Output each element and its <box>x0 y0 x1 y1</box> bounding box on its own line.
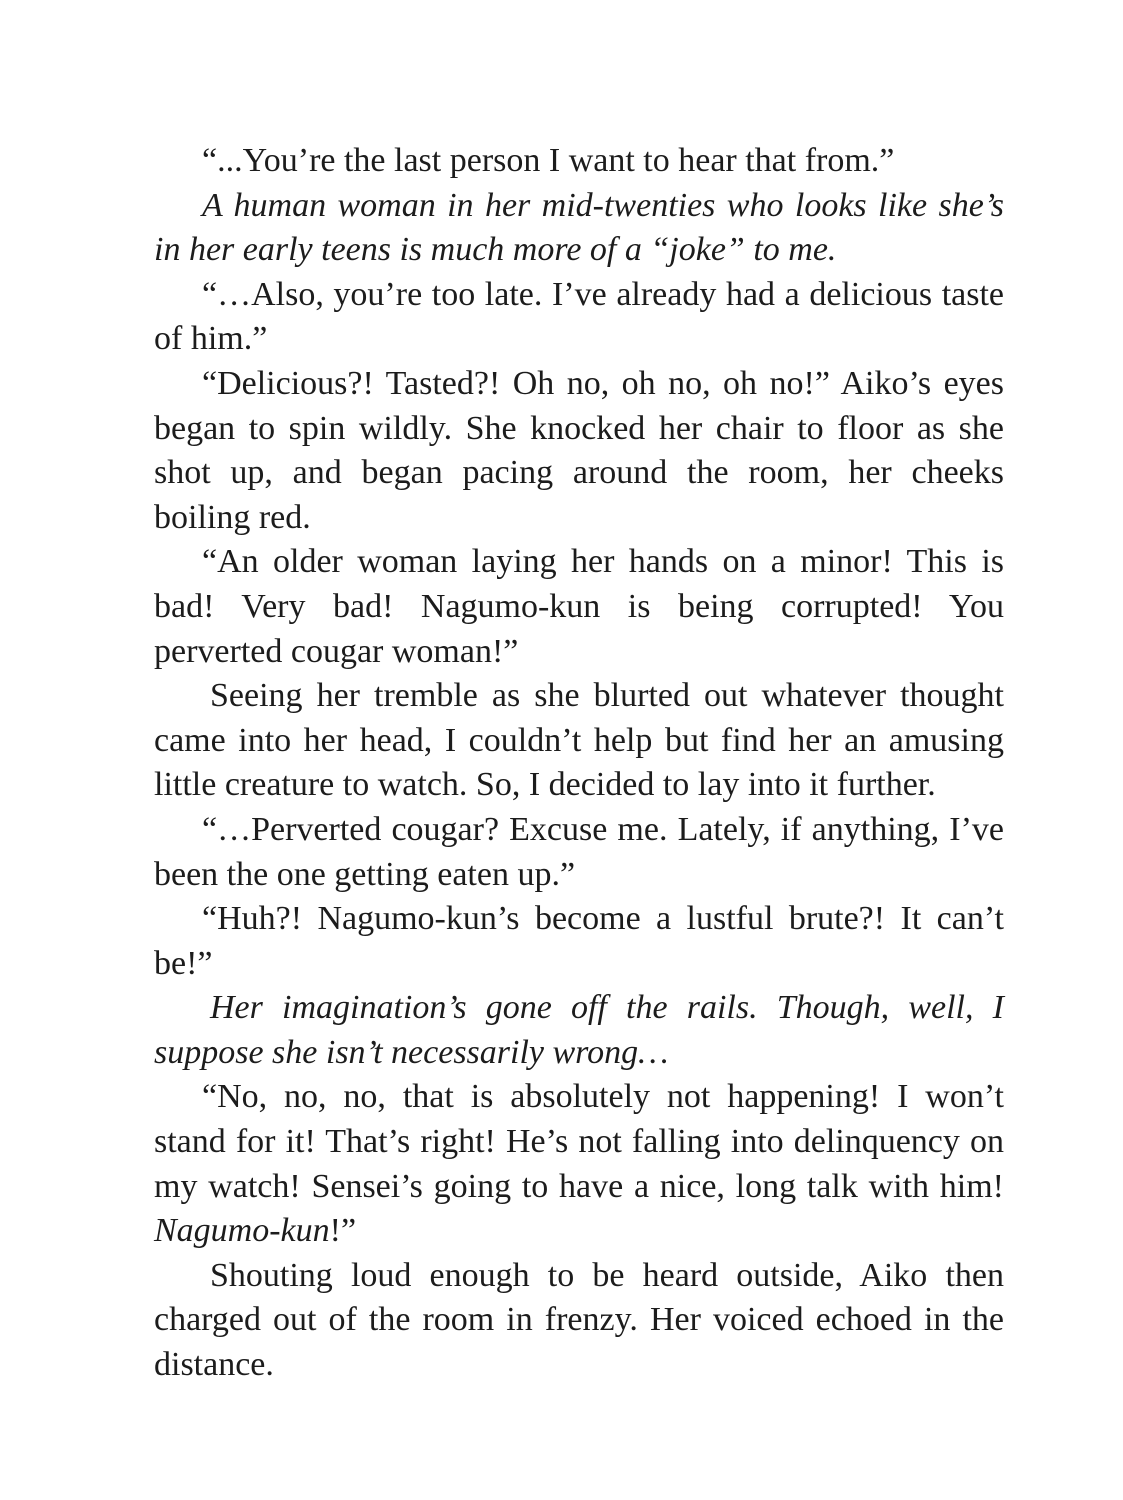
text-segment: “...You’re the last person I want to hear that from.” <box>202 142 895 179</box>
text-segment: Shouting loud enough to be heard outside, Aiko then charged out of the room in frenzy. Her voiced echoed in the distance. <box>154 1256 1004 1384</box>
text-segment: A human woman in her mid-twenties who looks like she’s in her early teens is much more of a “joke” to me. <box>154 186 1004 269</box>
paragraph <box>154 897 1004 986</box>
text-segment: “Huh?! Nagumo-kun’s become a lustful brute?! It can’t be!” <box>154 900 1004 982</box>
text-segment: “An older woman laying her hands on a minor! This is bad! Very bad! Nagumo-kun is being corrupted! You perverted cougar woman!” <box>154 543 1004 670</box>
paragraph <box>154 362 1004 540</box>
text-segment-italic: Nagumo-kun <box>154 1212 330 1250</box>
text-segment: “No, no, no, that is absolutely not happening! I won’t stand for it! That’s right! He’s not falling into delinquency on my watch! Sensei’s going to have a nice, long talk with him! <box>154 1078 1004 1205</box>
body-text <box>154 139 1004 1388</box>
paragraph <box>154 1254 1004 1388</box>
paragraph <box>154 273 1004 362</box>
text-segment: “…Also, you’re too late. I’ve already had a delicious taste of him.” <box>154 275 1004 358</box>
paragraph <box>154 674 1004 808</box>
text-segment: Seeing her tremble as she blurted out whatever thought came into her head, I couldn’t help but find her an amusing little creature to watch. So, I decided to lay into it further. <box>154 677 1004 804</box>
text-segment: !” <box>329 1212 357 1250</box>
text-segment: Her imagination’s gone off the rails. Though, well, I suppose she isn’t necessarily wrong… <box>154 989 1004 1071</box>
paragraph-italic-thought <box>154 184 1004 273</box>
paragraph-italic-thought <box>154 986 1004 1075</box>
paragraph <box>154 1075 1004 1253</box>
text-segment: “…Perverted cougar? Excuse me. Lately, if anything, I’ve been the one getting eaten up.” <box>154 810 1004 893</box>
paragraph <box>154 139 1004 184</box>
paragraph <box>154 808 1004 897</box>
paragraph <box>154 540 1004 674</box>
text-segment: “Delicious?! Tasted?! Oh no, oh no, oh no!” Aiko’s eyes began to spin wildly. She knocked her chair to floor as she shot up, and began pacing around the room, her cheeks boiling red. <box>154 364 1004 536</box>
